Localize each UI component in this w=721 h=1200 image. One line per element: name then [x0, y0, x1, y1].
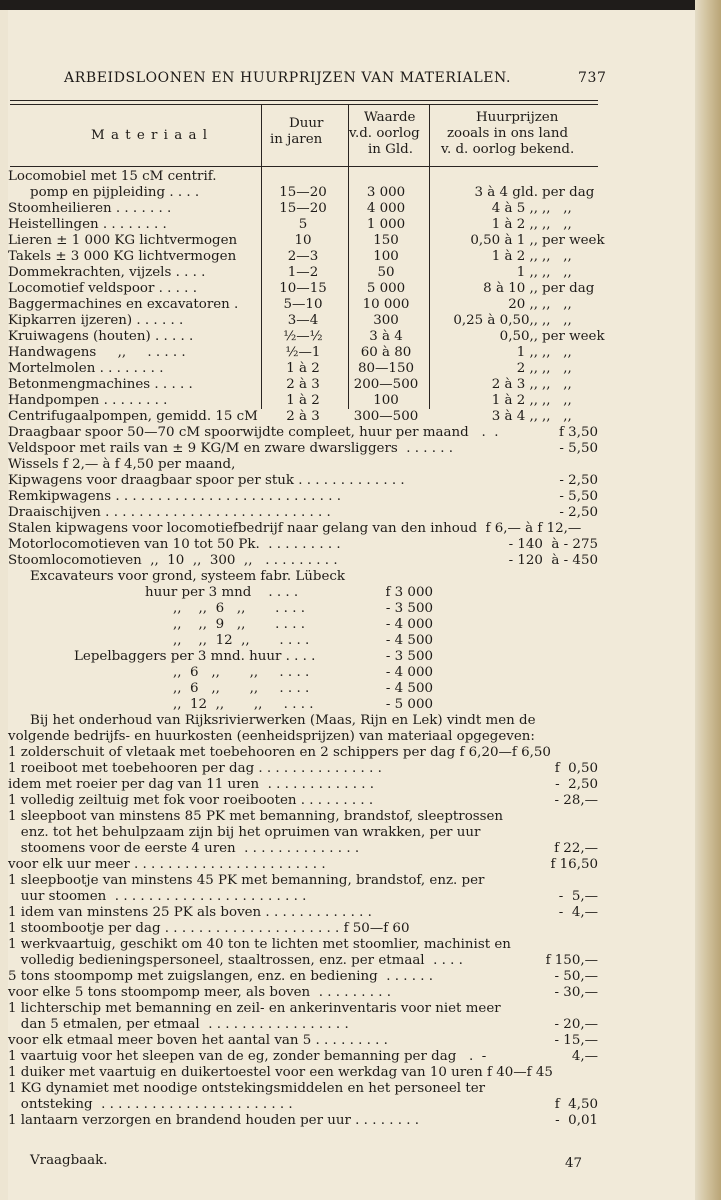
row-eenheid: ,, ,, [542, 361, 572, 376]
price-line-text: ,, 12 ,, ,, . . . . [173, 697, 314, 712]
price-line-text: uur stoomen . . . . . . . . . . . . . . . . . . . . . . . [8, 889, 307, 904]
row-material: Mortelmolen . . . . . . . . [8, 361, 164, 376]
price-line-value: f 4,50 [554, 1097, 598, 1112]
footer-signature-number: 47 [565, 1156, 583, 1171]
row-duur: 3—4 [287, 313, 319, 328]
row-huur: 0,50 à 1 ,, [470, 233, 538, 248]
scan-top-border [0, 0, 721, 10]
price-line-value: f 3 000 [385, 585, 433, 600]
row-eenheid: ,, ,, [542, 297, 572, 312]
row-huur: 1 à 2 ,, [491, 217, 538, 232]
row-duur: 15—20 [279, 185, 327, 200]
price-line-text: Wissels f 2,— à f 4,50 per maand, [8, 457, 236, 472]
col-header-waarde: Waarde [364, 110, 416, 125]
row-duur: 1 à 2 [286, 393, 320, 408]
page-number: 737 [578, 70, 607, 86]
price-line-value: - 5,— [558, 889, 598, 904]
row-waarde: 150 [373, 233, 399, 248]
row-eenheid: ,, ,, [542, 393, 572, 408]
row-huur: 4 à 5 ,, [491, 201, 538, 216]
price-line-text: Kipwagens voor draagbaar spoor per stuk . . . . . . . . . . . . . [8, 473, 405, 488]
row-material: Locomotief veldspoor . . . . . [8, 281, 197, 296]
price-line-text: huur per 3 mnd . . . . [145, 585, 299, 600]
price-line-value: - 2,50 [555, 777, 598, 792]
row-waarde: 3 à 4 [369, 329, 403, 344]
row-eenheid: per week [542, 233, 605, 248]
table-top-rule [10, 100, 598, 101]
column-divider [429, 105, 430, 409]
price-line-text: Lepelbaggers per 3 mnd. huur . . . . [74, 649, 316, 664]
row-duur: 2—3 [287, 249, 319, 264]
row-huur: 2 à 3 ,, [491, 377, 538, 392]
price-line-text: ,, 6 ,, ,, . . . . [173, 681, 310, 696]
price-line-value: f 0,50 [554, 761, 598, 776]
row-waarde: 10 000 [362, 297, 410, 312]
price-line-value: 4,— [571, 1049, 598, 1064]
price-line-text: Draaischijven . . . . . . . . . . . . . . . . . . . . . . . . . . . [8, 505, 331, 520]
row-duur: ½—1 [285, 345, 321, 360]
price-line-value: - 4 000 [385, 665, 433, 680]
row-huur: 1 à 2 ,, [491, 393, 538, 408]
row-material: Dommekrachten, vijzels . . . . [8, 265, 206, 280]
price-line-text: 1 sleepbootje van minstens 45 PK met bemanning, brandstof, enz. per [8, 873, 485, 888]
price-line-value: - 3 500 [385, 601, 433, 616]
price-line-value: - 140 à - 275 [508, 537, 598, 552]
row-material: Handwagens ,, . . . . . [8, 345, 186, 360]
price-line-value: - 15,— [554, 1033, 598, 1048]
price-line-text: ,, ,, 6 ,, . . . . [173, 601, 305, 616]
row-waarde: 300 [373, 313, 399, 328]
row-waarde: 3 000 [366, 185, 406, 200]
col-header-materiaal: M a t e r i a a l [91, 128, 208, 143]
price-line-value: f 150,— [545, 953, 598, 968]
row-eenheid: ,, ,, [542, 313, 572, 328]
price-line-value: - 0,01 [555, 1113, 598, 1128]
row-huur: 0,25 à 0,50,, [453, 313, 538, 328]
row-waarde: 80—150 [358, 361, 414, 376]
row-duur: 2 à 3 [286, 377, 320, 392]
price-line-text: Draagbaar spoor 50—70 cM spoorwijdte compleet, huur per maand . . [8, 425, 499, 440]
row-waarde: 50 [377, 265, 395, 280]
col-header-duur: Duur [289, 116, 324, 131]
intro-paragraph: volgende bedrijfs- en huurkosten (eenheidsprijzen) van materiaal opgegeven: [8, 729, 535, 744]
row-material: Locomobiel met 15 cM centrif. [8, 169, 217, 184]
price-line-text: ,, 6 ,, ,, . . . . [173, 665, 310, 680]
col-header-duur: in jaren [270, 132, 323, 147]
price-line-text: ,, ,, 12 ,, . . . . [173, 633, 310, 648]
price-line-value: - 3 500 [385, 649, 433, 664]
col-header-huurprijzen: zooals in ons land [447, 126, 569, 141]
row-eenheid: ,, ,, [542, 377, 572, 392]
row-material: Betonmengmachines . . . . . [8, 377, 193, 392]
row-huur: 3 à 4 ,, [491, 409, 538, 424]
column-divider [348, 105, 349, 409]
price-line-value: f 3,50 [558, 425, 598, 440]
table-top-rule-2 [10, 104, 598, 105]
row-eenheid: ,, ,, [542, 409, 572, 424]
row-material: pomp en pijpleiding . . . . [30, 185, 200, 200]
row-duur: 5 [298, 217, 308, 232]
row-material: Handpompen . . . . . . . . [8, 393, 168, 408]
price-line-value: - 50,— [554, 969, 598, 984]
price-line-text: 1 stoombootje per dag . . . . . . . . . . . . . . . . . . . . . f 50—f 60 [8, 921, 410, 936]
price-line-text: 1 volledig zeiltuig met fok voor roeibooten . . . . . . . . . [8, 793, 374, 808]
footer-left: Vraagbaak. [30, 1153, 108, 1168]
price-line-value: - 20,— [554, 1017, 598, 1032]
row-material: Takels ± 3 000 KG lichtvermogen [8, 249, 237, 264]
price-line-text: Stoomlocomotieven ,, 10 ,, 300 ,, . . . . . . . . . [8, 553, 338, 568]
row-huur: 1 à 2 ,, [491, 249, 538, 264]
price-line-value: - 30,— [554, 985, 598, 1000]
row-duur: 1—2 [287, 265, 319, 280]
price-line-text: 5 tons stoompomp met zuigslangen, enz. en bediening . . . . . . [8, 969, 434, 984]
price-line-value: - 120 à - 450 [508, 553, 598, 568]
price-line-text: 1 werkvaartuig, geschikt om 40 ton te lichten met stoomlier, machinist en [8, 937, 511, 952]
price-line-text: 1 idem van minstens 25 PK als boven . . . . . . . . . . . . . [8, 905, 372, 920]
col-header-huurprijzen: v. d. oorlog bekend. [441, 142, 575, 157]
row-duur: 5—10 [283, 297, 323, 312]
price-line-value: - 4 000 [385, 617, 433, 632]
row-waarde: 300—500 [353, 409, 419, 424]
price-line-text: 1 lantaarn verzorgen en brandend houden per uur . . . . . . . . [8, 1113, 420, 1128]
row-waarde: 200—500 [353, 377, 419, 392]
row-waarde: 4 000 [366, 201, 406, 216]
row-huur: 1 ,, [516, 265, 538, 280]
row-eenheid: ,, ,, [542, 345, 572, 360]
row-duur: ½—½ [283, 329, 323, 344]
row-waarde: 5 000 [366, 281, 406, 296]
row-duur: 15—20 [279, 201, 327, 216]
price-line-text: Remkipwagens . . . . . . . . . . . . . . . . . . . . . . . . . . . [8, 489, 341, 504]
price-line-text: 1 roeiboot met toebehooren per dag . . . . . . . . . . . . . . . [8, 761, 382, 776]
row-waarde: 100 [373, 249, 399, 264]
row-huur: 1 ,, [516, 345, 538, 360]
row-material: Lieren ± 1 000 KG lichtvermogen [8, 233, 238, 248]
price-line-text: 1 zolderschuit of vletaak met toebehooren en 2 schippers per dag f 6,20—f 6,50 [8, 745, 551, 760]
price-line-value: - 5,50 [559, 489, 598, 504]
excavateurs-heading: Excavateurs voor grond, systeem fabr. Lübeck [30, 569, 345, 584]
price-line-value: - 2,50 [559, 473, 598, 488]
price-line-value: - 5,50 [559, 441, 598, 456]
price-line-text: ,, ,, 9 ,, . . . . [173, 617, 305, 632]
running-title: ARBEIDSLOONEN EN HUURPRIJZEN VAN MATERIALEN. [64, 70, 512, 86]
price-line-text: voor elk etmaal meer boven het aantal van 5 . . . . . . . . . [8, 1033, 388, 1048]
table-header-rule [10, 166, 598, 167]
row-material: Kipkarren ijzeren) . . . . . . [8, 313, 184, 328]
row-eenheid: per dag [542, 185, 595, 200]
row-material: Stoomheilieren . . . . . . . [8, 201, 172, 216]
row-huur: 3 à 4 gld. [474, 185, 538, 200]
row-huur: 8 à 10 ,, [483, 281, 538, 296]
price-line-text: Motorlocomotieven van 10 tot 50 Pk. . . . . . . . . . [8, 537, 341, 552]
row-eenheid: ,, ,, [542, 265, 572, 280]
price-line-text: idem met roeier per dag van 11 uren . . . . . . . . . . . . . [8, 777, 375, 792]
price-line-text: volledig bedieningspersoneel, staaltrossen, enz. per etmaal . . . . [8, 953, 463, 968]
price-line-text: voor elke 5 tons stoompomp meer, als boven . . . . . . . . . [8, 985, 392, 1000]
row-waarde: 60 à 80 [360, 345, 412, 360]
book-page [8, 10, 695, 1200]
row-material: Kruiwagens (houten) . . . . . [8, 329, 194, 344]
price-line-text: 1 duiker met vaartuig en duikertoestel voor een werkdag van 10 uren f 40—f 45 [8, 1065, 553, 1080]
price-line-text: 1 KG dynamiet met noodige ontstekingsmiddelen en het personeel ter [8, 1081, 486, 1096]
row-huur: 0,50,, [499, 329, 538, 344]
row-material: Heistellingen . . . . . . . . [8, 217, 167, 232]
price-line-text: dan 5 etmalen, per etmaal . . . . . . . . . . . . . . . . . [8, 1017, 349, 1032]
price-line-text: 1 lichterschip met bemanning en zeil- en ankerinventaris voor niet meer [8, 1001, 501, 1016]
row-duur: 2 à 3 [286, 409, 320, 424]
price-line-value: - 5 000 [385, 697, 433, 712]
column-divider [261, 105, 262, 409]
row-huur: 2 ,, [516, 361, 538, 376]
row-material: Baggermachines en excavatoren . [8, 297, 239, 312]
row-duur: 1 à 2 [286, 361, 320, 376]
price-line-text: 1 vaartuig voor het sleepen van de eg, zonder bemanning per dag . - [8, 1049, 487, 1064]
price-line-text: ontsteking . . . . . . . . . . . . . . . . . . . . . . . [8, 1097, 293, 1112]
intro-paragraph: Bij het onderhoud van Rijksrivierwerken (Maas, Rijn en Lek) vindt men de [30, 713, 536, 728]
row-eenheid: ,, ,, [542, 217, 572, 232]
row-eenheid: ,, ,, [542, 201, 572, 216]
price-line-text: 1 sleepboot van minstens 85 PK met bemanning, brandstof, sleeptrossen [8, 809, 504, 824]
row-duur: 10 [294, 233, 312, 248]
price-line-text: voor elk uur meer . . . . . . . . . . . . . . . . . . . . . . . [8, 857, 326, 872]
price-line-text: stoomens voor de eerste 4 uren . . . . . . . . . . . . . . [8, 841, 360, 856]
price-line-text: Stalen kipwagens voor locomotiefbedrijf naar gelang van den inhoud f 6,— à f 12,— [8, 521, 582, 536]
row-eenheid: ,, ,, [542, 249, 572, 264]
price-line-text: Veldspoor met rails van ± 9 KG/M en zware dwarsliggers . . . . . . [8, 441, 454, 456]
price-line-value: - 4 500 [385, 633, 433, 648]
price-line-value: - 4,— [558, 905, 598, 920]
price-line-text: enz. tot het behulpzaam zijn bij het opruimen van wrakken, per uur [8, 825, 481, 840]
price-line-value: - 2,50 [559, 505, 598, 520]
book-edge [695, 0, 721, 1200]
price-line-value: f 22,— [554, 841, 598, 856]
price-line-value: - 28,— [554, 793, 598, 808]
price-line-value: - 4 500 [385, 681, 433, 696]
col-header-waarde: v.d. oorlog [349, 126, 420, 141]
row-material: Centrifugaalpompen, gemidd. 15 cM [8, 409, 258, 424]
row-huur: 20 ,, [508, 297, 538, 312]
row-eenheid: per dag [542, 281, 595, 296]
col-header-waarde: in Gld. [368, 142, 413, 157]
price-line-value: f 16,50 [550, 857, 598, 872]
row-waarde: 1 000 [366, 217, 406, 232]
row-eenheid: per week [542, 329, 605, 344]
row-duur: 10—15 [279, 281, 327, 296]
row-waarde: 100 [373, 393, 399, 408]
col-header-huurprijzen: Huurprijzen [476, 110, 559, 125]
